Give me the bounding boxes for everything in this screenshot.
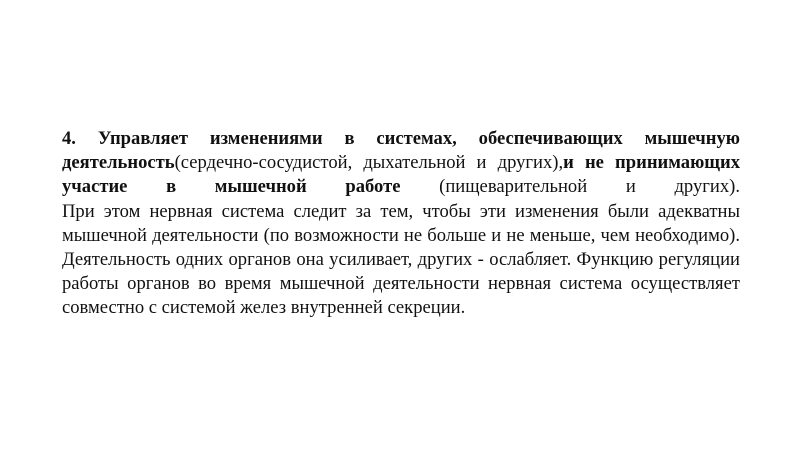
bold-intro-text: 4. Управляет изменениями в системах, обеспечивающих мышечную деятельность — [62, 128, 740, 174]
paragraph-regulation-point-4 — [62, 127, 740, 200]
slide-text-block — [62, 127, 740, 321]
regular-text-systems: (сердечно-сосудистой, дыхательной и других), — [174, 152, 564, 174]
bold-middle-text: и не принимающих участие в мышечной работе — [62, 152, 740, 198]
paragraph-nervous-system: При этом нервная система следит за тем, чтобы эти изменения были адекватны мышечной деятельности (по возможности не больше и не меньше, чем необходимо). Деятельность одних органов она усиливает, других - ослабляет. Функцию регуляции работы органов во время мышечной деятельности нервная система осуществляет совместно с системой желез внутренней секреции. — [62, 200, 740, 319]
regular-text-digestive: (пищеварительной и других). — [400, 176, 740, 198]
